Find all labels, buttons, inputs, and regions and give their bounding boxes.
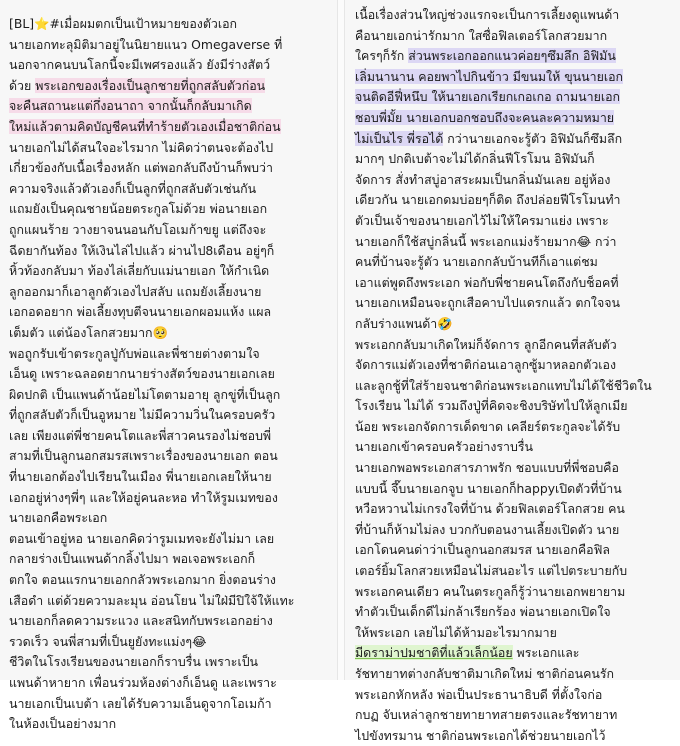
text-line xyxy=(355,479,674,500)
text-line xyxy=(9,508,327,529)
emoji-icon: 😂 xyxy=(576,233,592,249)
text-segment: กว่า xyxy=(591,233,617,249)
text-line xyxy=(9,714,327,735)
text-line xyxy=(355,623,674,644)
text-segment: เกี่ยวข้องกับเนื้อเรื่องหลัก แต่พอกลับถึงบ้านก็พบว่า xyxy=(9,160,273,176)
text-line xyxy=(9,241,327,262)
text-line xyxy=(9,694,327,715)
text-segment: ที่บ้านก็ห้ามไม่ลง บวกกับตอนงานเลี้ยงเปิดตัว นาย xyxy=(355,521,620,537)
text-line xyxy=(9,55,327,76)
text-line xyxy=(355,520,674,541)
highlighted-text: ไม่เป็นไร พี่รอได้ xyxy=(355,130,444,146)
text-line xyxy=(9,138,327,159)
text-segment: ใครๆก็รัก xyxy=(355,48,409,64)
text-line xyxy=(9,344,327,365)
text-line xyxy=(355,273,674,294)
highlighted-text: ชอบพี่มั้ย นายเอกบอกชอบถึงจะคนละความหมาย xyxy=(355,109,615,125)
text-segment: น้อย พระเอกจัดการเด็ดขาด เคลียร์ตระกูลจะได้รับ xyxy=(355,418,621,434)
text-line xyxy=(355,355,674,376)
text-line xyxy=(9,96,327,117)
text-segment: ทำตัวเป็นเด็กดีไม่กล้าเรียกร้อง พ่อนายเอกเปิดใจ xyxy=(355,604,611,620)
text-segment: คนที่บ้านจะรู้ตัว นายเอกกลับบ้านทีก็เอาแต่ชม xyxy=(355,254,598,270)
text-line xyxy=(355,293,674,314)
text-line xyxy=(355,561,674,582)
text-line xyxy=(9,446,327,467)
text-segment: พอถูกรับเข้าตระกูลปู่กับพ่อและพี่ชายต่างตามใจ xyxy=(9,345,260,361)
text-line xyxy=(9,199,327,220)
text-line xyxy=(355,685,674,706)
text-line xyxy=(9,549,327,570)
highlighted-text: จนติดอีฟี่หนึบ ให้นายเอกเรียกเกอเกอ ถามนายเอก xyxy=(355,89,621,105)
text-line xyxy=(355,108,674,129)
text-segment: เอาแต่พูดถึงพระเอก พ่อกับพี่ชายคนโตถึงกับช็อคที่ xyxy=(355,274,619,290)
text-line xyxy=(355,664,674,685)
text-line xyxy=(355,499,674,520)
text-segment: เอ็นดู เพราะฉลอดยากนายร่างสัตว์ของนายเอกเลย xyxy=(9,366,275,382)
text-segment: ให้พระเอก เลยไม่ได้ห้ามอะไรมากมาย xyxy=(355,624,557,640)
text-segment: และลูกชู้ที่ใส่ร้ายจนชาติก่อนพระเอกแทบไม่ได้ใช้ชีวิตใน xyxy=(355,377,652,393)
text-segment: หวือหวานไม่เกรงใจที่บ้าน ด้วยฟิลเตอร์โลกสวย คน xyxy=(355,501,625,517)
text-line xyxy=(355,211,674,232)
text-line xyxy=(9,632,327,653)
text-segment: เดียวกัน นายเอกดมบ่อยๆก็ติด ถึงปล่อยฟีโรโมนทำ xyxy=(355,192,621,208)
text-segment: ตกใจ ตอนแรกนายเอกกลัวพระเอกมาก ยิ่งตอนร่าง xyxy=(9,572,276,588)
text-segment: ในห้องเป็นอย่างมาก xyxy=(9,716,117,732)
text-line xyxy=(355,643,674,664)
text-line xyxy=(355,129,674,150)
text-line xyxy=(9,591,327,612)
text-segment: พระเอกกลับมาเกิดใหม่ก็จัดการ ลูกอีกคนที่สลับตัว xyxy=(355,336,617,352)
text-line xyxy=(355,335,674,356)
text-segment: นอกจากคนบนโลกนี้จะมีเพศรองแล้ว ยังมีร่างสัตว์ xyxy=(9,57,271,73)
text-line xyxy=(9,35,327,56)
text-line xyxy=(9,611,327,632)
text-line xyxy=(355,67,674,88)
highlighted-text: ใหม่แล้วตามคิดบัญชีคนที่ทำร้ายตัวเองเมื่อชาติก่อน xyxy=(9,118,281,134)
emoji-icon: 🤣 xyxy=(437,315,453,331)
text-line xyxy=(355,149,674,170)
text-segment: ตัวเป็นเจ้าของนายเอกไว้ไม่ให้ใครมาแย่ง เพราะ xyxy=(355,212,609,228)
text-segment: นายเอกก็ใช้สบู่กลิ่นนี้ พระเอกแม่งร้ายมาก xyxy=(355,233,577,249)
text-segment: สามที่เป็นลูกนอกสมรสเพราะเรื่องของนายเอก ตอน xyxy=(9,448,278,464)
text-segment: นายเอกคือพระเอก xyxy=(9,510,108,526)
text-line xyxy=(9,385,327,406)
text-segment: ที่นายเอกต้องไปเรียนในเมือง พี่นายเอกเลยให้นาย xyxy=(9,469,272,485)
text-line xyxy=(355,396,674,417)
left-text-column xyxy=(0,0,338,732)
text-line xyxy=(9,488,327,509)
text-segment: ลูกออกมาก็เอาลูกตัวเองไปสลับ แถมยังเลี้ยงนาย xyxy=(9,283,262,299)
text-segment: พระเอกหักหลัง พ่อเป็นประธานาธิบดี ที่ตั้งใจก่อ xyxy=(355,686,603,702)
text-line xyxy=(9,426,327,447)
text-line xyxy=(9,529,327,550)
text-line xyxy=(355,252,674,273)
text-segment: นายเอกไม่ได้สนใจอะไรมาก ไม่คิดว่าตนจะต้องไป xyxy=(9,139,274,155)
text-line xyxy=(9,179,327,200)
text-line xyxy=(355,26,674,47)
text-line xyxy=(355,87,674,108)
text-segment: ความจริงแล้วตัวเองก็เป็นลูกที่ถูกสลับตัวเช่นกัน xyxy=(9,180,257,196)
text-segment: หิ้วท้องกลับมา ท้องไล่เลี่ยกับแม่นายเอก ให้กำเนิด xyxy=(9,263,270,279)
text-segment: แถมยังเป็นคุณชายน้อยตระกูลโม่ด้วย พ่อนายเอก xyxy=(9,201,268,217)
text-line xyxy=(9,364,327,385)
text-line xyxy=(355,582,674,603)
emoji-icon: 🥺 xyxy=(152,324,168,340)
text-line xyxy=(355,170,674,191)
text-segment: ตอนเข้าอยู่หอ นายเอกคิดว่ารูมเมทจะยังไม่มา เลย xyxy=(9,530,275,546)
text-segment: เสือดำ แต่ด้วยความละมุน อ่อนโยน ไม่ใฝ่มีปิใจ้ให้แทะ xyxy=(9,592,295,608)
text-segment: เต็มตัว แต่น้องโลกสวยมาก xyxy=(9,324,153,340)
text-line xyxy=(355,46,674,67)
text-segment: เตอร์ยิ้มโลกสวยเหมือนไม่สนอะไร แต่ไปตระบายกับ xyxy=(355,563,628,579)
text-line xyxy=(9,282,327,303)
text-line xyxy=(355,232,674,253)
text-segment: แพนด้าหายาก เพื่อนร่วมห้องต่างก็เอ็นดู และเพราะ xyxy=(9,675,277,690)
text-segment: [BL]⭐#เมื่อผมตกเป็นเป้าหมายของตัวเอก xyxy=(9,16,238,31)
text-line xyxy=(355,437,674,458)
text-segment: จัดการ สั่งทำสบู่อาสระผมเป็นกลิ่นมันเลย อยู่ห้อง xyxy=(355,171,611,187)
text-line xyxy=(9,158,327,179)
emoji-icon: 😂 xyxy=(192,633,207,649)
text-line xyxy=(355,314,674,335)
text-line xyxy=(355,458,674,479)
text-segment: นายเอกเข้าครอบครัวอย่างราบรื่น xyxy=(355,439,533,455)
text-segment: นายเอกเหมือนจะถูกเสือคาบไปแดรกแล้ว ตกใจจน xyxy=(355,295,620,311)
text-line xyxy=(9,14,327,35)
text-line xyxy=(355,376,674,397)
highlighted-text: จะคืนสถานะแต่กึ่งอนาถา จากนั้นก็กลับมาเกิด xyxy=(9,98,252,114)
right-text-column xyxy=(344,0,680,743)
text-line xyxy=(9,261,327,282)
text-segment: ด้วย xyxy=(9,77,36,93)
text-segment: ถูกแผนร้าย วางยาจนนอนกับโอเมก้าขยู แต่ถึงจะ xyxy=(9,221,267,237)
text-line xyxy=(9,467,327,488)
text-line xyxy=(9,117,327,138)
text-line xyxy=(355,5,674,26)
text-line xyxy=(355,705,674,726)
text-line xyxy=(355,726,674,746)
text-segment: รัชทายาทต่างกลับชาติมาเกิดใหม่ ชาติก่อนคนรัก xyxy=(355,666,614,681)
text-segment: เลย เพียงแต่พี่ชายคนโตและพี่สาวคนรองไม่ชอบพี่ xyxy=(9,427,272,443)
text-segment: กบฏ จับเหล่าลูกชายทายาทสายตรงและรัชทายาท xyxy=(355,707,618,723)
text-segment: จัดการแม่ตัวเองที่ชาติก่อนเอาลูกซู้มาหลอกตัวเอง xyxy=(355,357,617,373)
text-segment: เอกอยู่ห่างๆพี่ๆ และให้อยู่คนละหอ ทำให้รูมเมทของ xyxy=(9,489,278,505)
text-segment: ที่ถูกสลับตัวก็เป็นอูหมาย ไม่มีความวิ่นในครอบครัว xyxy=(9,407,276,423)
text-segment: มากๆ ปกติเบต้าจะไม่ได้กลิ่นฟีโรโมน อิฟิมันก็ xyxy=(355,151,595,167)
text-segment: นายเอกก็ลดความระแวง และสนิทกับพระเอกอย่าง xyxy=(9,613,273,629)
text-segment: กลับร่างแพนด้า xyxy=(355,315,438,331)
text-segment: กลายร่างเป็นแพนด้ากลิ้งไปมา พอเจอพระเอกก็ xyxy=(9,551,256,567)
text-segment: นายเอกพอพระเอกสารภาพรัก ชอบแบบที่พี่ชอบคือ xyxy=(355,460,619,476)
text-segment: ฉีดยากันท้อง ให้เงินไล่ไปแล้ว ผ่านไป8เดือน อยู่ๆก็ xyxy=(9,242,275,258)
text-line xyxy=(355,190,674,211)
highlighted-text: เลิ่มนานาน คอยพาไปกินข้าว มีขนมให้ ขุนนายเอก xyxy=(355,68,624,84)
text-segment: พระเอกและ xyxy=(512,645,580,661)
text-line xyxy=(9,76,327,97)
text-line xyxy=(9,220,327,241)
text-segment: เอกโดนคนด่าว่าเป็นลูกนอกสมรส นายเอกคือฟิล xyxy=(355,542,610,558)
text-segment: โรงเรียน ไม่ได้ รวมถึงปู่ที่คิดจะชิงบริษัทไปให้ลูกเมีย xyxy=(355,398,628,414)
text-line xyxy=(9,673,327,694)
text-line xyxy=(9,405,327,426)
highlighted-text: พระเอกของเรื่องเป็นลูกชายที่ถูกสลับตัวก่อน xyxy=(35,77,266,93)
highlighted-text: ส่วนพระเอกออกแนวค่อยๆซึมลึก อิฟิมัน xyxy=(408,48,616,64)
text-segment: พระเอกคนเดียว คนในตระกูลก็รู้ว่านายเอกพยายาม xyxy=(355,583,626,599)
text-line xyxy=(9,323,327,344)
text-segment: เนื้อเรื่องส่วนใหญ่ช่วงแรกจะเป็นการเลี้ยงดูแพนด้า xyxy=(355,7,620,22)
text-segment: ผิดปกติ เป็นแพนด้าน้อยไม่โตตามอายุ ลูกขู่ที่เป็นลูก xyxy=(9,386,281,402)
text-segment: แบบนี้ จึ๊บนายเอกจูบ นายเอกก็happyเปิดตัวที่บ้าน xyxy=(355,480,622,496)
text-line xyxy=(355,540,674,561)
text-segment: เอกอดอยาก พ่อเลี้ยงทุบตีจนนายเอกผอมแห้ง แผล xyxy=(9,304,272,320)
text-segment: นายเอกเป็นเบต้า เลยได้รับความเอ็นดูจากโอเมก้า xyxy=(9,695,272,711)
text-segment: ไปขังทรมาน ชาติก่อนพระเอกได้ช่วยนายเอกไว้ xyxy=(355,727,606,743)
text-line xyxy=(355,417,674,438)
text-line xyxy=(9,652,327,673)
text-line xyxy=(9,302,327,323)
text-segment: นายเอกทะลุมิติมาอยู่ในนิยายแนว Omegaverse ที่ xyxy=(9,36,283,52)
text-segment: กว่านายเอกจะรู้ตัว อิฟิมันก็ซึมลึก xyxy=(443,130,623,146)
text-segment: ชีวิตในโรงเรียนของนายเอกก็ราบรื่น เพราะเป็น xyxy=(9,654,259,670)
text-segment: รวดเร็ว จนพี่สามที่เป็นยูยังทะแม่งๆ xyxy=(9,633,193,649)
text-line xyxy=(9,570,327,591)
text-line xyxy=(355,602,674,623)
highlighted-text: มีดราม่าปมชาติที่แล้วเล็กน้อย xyxy=(355,645,513,661)
text-segment: คือนายเอกน่ารักมาก ใสซื่อฟิลเตอร์โลกสวยมาก xyxy=(355,27,608,43)
